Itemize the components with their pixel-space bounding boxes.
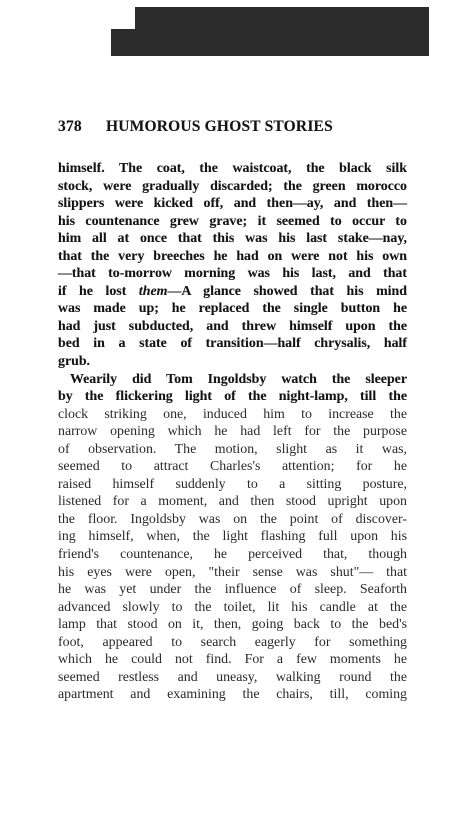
text-line: friend's countenance, he perceived that, though [58,547,407,563]
text-line: him all at once that this was his last stake—nay, [58,231,407,247]
text-line: apartment and examining the chairs, till, coming [58,687,407,703]
text-line: himself. The coat, the waistcoat, the black silk [58,161,407,176]
text-line: Wearily did Tom Ingoldsby watch the sleeper [70,371,407,387]
text-line: —that to-morrow morning was his last, and that [58,266,407,282]
text-line: had just subducted, and threw himself upon the [58,318,407,334]
text-line: which he could not find. For a few moments he [58,652,407,668]
scan-black-bar [111,7,429,56]
text-line: seemed restless and uneasy, walking round the [58,669,407,685]
text-line: grub. [58,354,91,370]
text-line: raised himself suddenly to a sitting posture, [58,476,407,492]
running-title: HUMOROUS GHOST STORIES [106,118,333,135]
scan-bar-notch [111,7,135,29]
text-line: bed in a state of transition—half chrysalis, half [58,336,407,352]
text-line: slippers were kicked off, and then—ay, and then— [58,196,407,212]
page-number: 378 [58,118,82,135]
text-line: advanced slowly to the toilet, lit his candle at the [58,599,407,615]
text-line: ing himself, when, the light flashing full upon his [58,529,407,545]
text-line: his eyes were open, "their sense was shut"— that [58,564,407,580]
text-line: stock, were gradually discarded; the green morocco [58,178,407,194]
text-line: clock striking one, induced him to increase the [58,406,407,422]
text-line: was made up; he replaced the single button he [58,301,407,317]
text-line: of observation. The motion, slight as it was, [58,441,407,457]
text-line: by the flickering light of the night-lamp, till the [58,389,407,405]
text-line: foot, appeared to search eagerly for something [58,634,407,650]
page-body [58,160,407,704]
text-line: that the very breeches he had on were not his own [58,248,407,264]
text-line-emphasis: if he lost them—A glance showed that his mind [58,283,407,299]
text-line: lamp that stood on it, then, going back to the bed's [58,617,407,633]
text-line: the floor. Ingoldsby was on the point of discover- [58,511,407,527]
text-line: listened for a moment, and then stood upright upon [58,494,407,510]
text-line: his countenance grew grave; it seemed to occur to [58,213,407,229]
text-line: he was yet under the influence of sleep. Seaforth [58,582,407,598]
page-header [58,118,418,136]
text-line: narrow opening which he had left for the purpose [58,424,407,440]
text-line: seemed to attract Charles's attention; for he [58,459,407,475]
emphasized-word: them [138,283,168,299]
